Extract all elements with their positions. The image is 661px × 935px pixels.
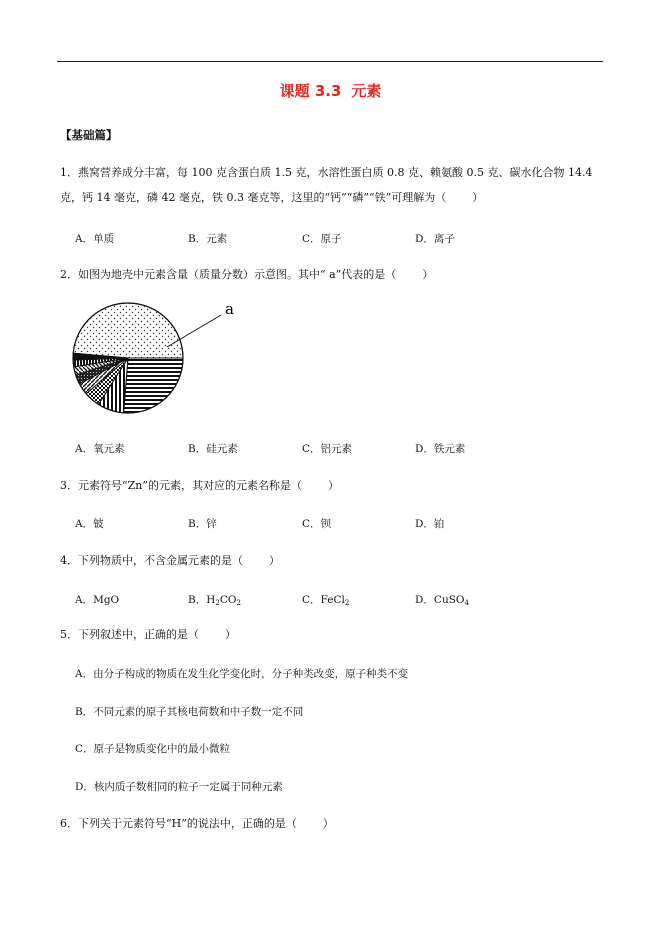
question-5-paren-close: ）	[225, 628, 236, 641]
q1-option-b[interactable]: B．元素	[188, 233, 228, 245]
q5-option-b[interactable]: B．不同元素的原子其核电荷数和中子数一定不同	[75, 706, 304, 718]
question-1-line2	[60, 185, 608, 210]
q4-option-b-sub2: 2	[236, 599, 241, 607]
q4-option-b-text: B．H	[188, 594, 216, 606]
question-6-text: 6．下列关于元素符号“H”的说法中，正确的是（	[60, 817, 297, 830]
question-1-paren-close: ）	[472, 191, 484, 204]
q1-option-a[interactable]: A．单质	[75, 233, 115, 245]
q3-option-d[interactable]: D．铂	[415, 518, 445, 530]
q4-option-d-text: D．CuSO	[415, 594, 465, 606]
page-title	[0, 80, 661, 101]
figure-label-a: a	[225, 300, 234, 318]
section-label: 【基础篇】	[60, 128, 118, 142]
crust-composition-pie-chart	[71, 299, 271, 419]
q4-option-c[interactable]	[302, 592, 349, 607]
q3-option-c[interactable]: C．钡	[302, 518, 332, 530]
question-1-line2-text: 克，钙 14 毫克，磷 42 毫克，铁 0.3 毫克等，这里的“钙”“磷”“铁”可理解为（	[60, 191, 447, 204]
q2-option-c[interactable]: C．铝元素	[302, 443, 353, 455]
pie-slice-2	[124, 358, 183, 413]
q4-option-a-text: A．MgO	[75, 594, 120, 606]
q5-option-a[interactable]: A．由分子构成的物质在发生化学变化时，分子种类改变，原子种类不变	[75, 668, 409, 680]
q4-option-a[interactable]	[75, 592, 119, 607]
q5-option-d[interactable]: D．核内质子数相同的粒子一定属于同种元素	[75, 781, 283, 793]
question-5	[60, 622, 608, 647]
q1-option-d[interactable]: D．离子	[415, 233, 455, 245]
question-4-text: 4．下列物质中，不含金属元素的是（	[60, 554, 243, 567]
pie-slice-1	[73, 303, 183, 358]
question-1	[60, 160, 608, 210]
question-5-text: 5．下列叙述中，正确的是（	[60, 628, 199, 641]
question-3	[60, 473, 608, 498]
q2-option-a[interactable]: A．氧元素	[75, 443, 125, 455]
question-2-text: 2．如图为地壳中元素含量（质量分数）示意图。其中“ a”代表的是（	[60, 268, 397, 281]
q1-option-c[interactable]: C．原子	[302, 233, 342, 245]
q4-option-c-sub: 2	[344, 599, 350, 607]
q5-option-c[interactable]: C．原子是物质变化中的最小微粒	[75, 743, 231, 755]
q4-option-b[interactable]	[188, 592, 241, 607]
q4-option-c-text: C．FeCl	[302, 594, 345, 606]
q3-option-a[interactable]: A．铍	[75, 518, 104, 530]
question-2	[60, 262, 608, 287]
q4-option-b-sub1: 2	[215, 599, 220, 607]
question-4-paren-close: ）	[269, 554, 280, 567]
question-6-paren-close: ）	[322, 817, 334, 830]
q2-option-d[interactable]: D．铁元素	[415, 443, 466, 455]
q3-option-b[interactable]: B．锌	[188, 518, 217, 530]
title-lesson-number: 课题 3.3	[279, 82, 342, 100]
title-topic: 元素	[351, 82, 382, 100]
question-6	[60, 811, 608, 836]
question-3-paren-close: ）	[327, 479, 339, 492]
q4-option-d-sub: 4	[464, 599, 469, 607]
q4-option-d[interactable]	[415, 592, 469, 607]
question-4	[60, 548, 608, 573]
q2-option-b[interactable]: B．硅元素	[188, 443, 238, 455]
header-rule	[57, 61, 603, 62]
question-1-line1: 1．燕窝营养成分丰富，每 100 克含蛋白质 1.5 克，水溶性蛋白质 0.8 克、赖氨酸 0.5 克、碳水化合物 14.4	[60, 166, 593, 179]
question-2-paren-close: ）	[422, 268, 434, 281]
question-3-text: 3．元素符号“Zn”的元素，其对应的元素名称是（	[60, 479, 302, 492]
q4-option-b-tail: CO	[219, 594, 237, 606]
